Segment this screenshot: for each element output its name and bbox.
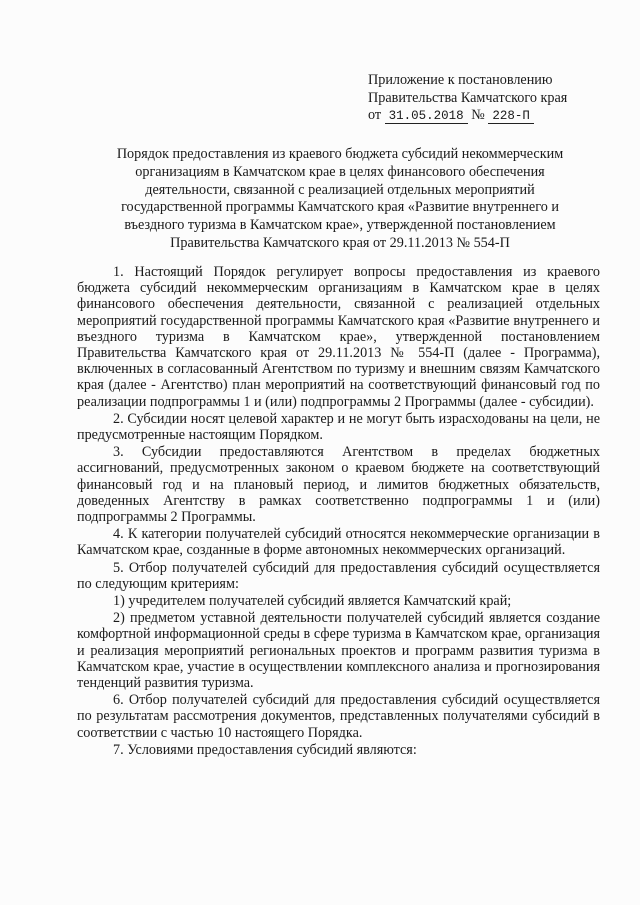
paragraph-3: 3. Субсидии предоставляются Агентством в пределах бюджетных ассигнований, предусмотренных законом о краевом бюджете на соответствующий финансовый год и на плановый период, и лимитов бюджетных обязательств, доведенных Агентству в рамках соответственно подпрограммы 1 и (или) подпрограммы 2 Программы. [77, 444, 600, 526]
appendix-prefix: от [368, 107, 382, 123]
appendix-line-1: Приложение к постановлению [368, 72, 553, 88]
paragraph-5: 5. Отбор получателей субсидий для предоставления субсидий осуществляется по следующим критериям: [77, 559, 600, 592]
paragraph-4: 4. К категории получателей субсидий относятся некоммерческие организации в Камчатском крае, созданные в форме автономных некоммерческих организаций. [77, 526, 600, 559]
document-title: Порядок предоставления из краевого бюджета субсидий некоммерческим организациям в Камчатском крае в целях финансового обеспечения деятельности, связанной с реализацией отдельных мероприятий государственной программы Камчатского края «Развитие внутреннего и въездного туризма в Камчатском крае», утвержденной постановлением Правительства Камчатского края от 29.11.2013 № 554-П [116, 146, 564, 251]
appendix-line-2: Правительства Камчатского края [368, 89, 568, 106]
document-body [77, 264, 600, 759]
criterion-2: 2) предметом уставной деятельности получателей субсидий является создание комфортной информационной среды в сфере туризма в Камчатском крае, организация и реализация мероприятий региональных проектов и программ развития туризма в Камчатском крае, участие в осуществлении комплексного анализа и прогнозирования тенденций развития туризма. [77, 610, 600, 692]
paragraph-2: 2. Субсидии носят целевой характер и не могут быть израсходованы на цели, не предусмотренные настоящим Порядком. [77, 410, 600, 444]
number-sign: № [471, 107, 485, 123]
criterion-1: 1) учредителем получателей субсидий является Камчатский край; [113, 593, 512, 610]
paragraph-7: 7. Условиями предоставления субсидий являются: [113, 741, 417, 758]
paragraph-6: 6. Отбор получателей субсидий для предоставления субсидий осуществляется по результатам рассмотрения документов, представленных получателями субсидий в соответствии с частью 10 настоящего Порядка. [77, 692, 600, 741]
appendix-number: 228-П [488, 109, 534, 124]
paragraph-1: 1. Настоящий Порядок регулирует вопросы предоставления из краевого бюджета субсидий некоммерческим организациям в Камчатском крае в целях финансового обеспечения деятельности, связанной с реализацией отдельных мероприятий государственной программы Камчатского края «Развитие внутреннего и въездного туризма в Камчатском крае», утвержденной постановлением Правительства Камчатского края от 29.11.2013 № 554-П (далее - Программа), включенных в согласованный Агентством по туризму и внешним связям Камчатского края (далее - Агентство) план мероприятий на соответствующий финансовый год по реализации подпрограммы 1 и (или) подпрограммы 2 Программы (далее - субсидии). [77, 264, 600, 410]
appendix-date: 31.05.2018 [385, 109, 468, 124]
appendix-header [368, 72, 618, 126]
appendix-date-line [368, 107, 618, 126]
